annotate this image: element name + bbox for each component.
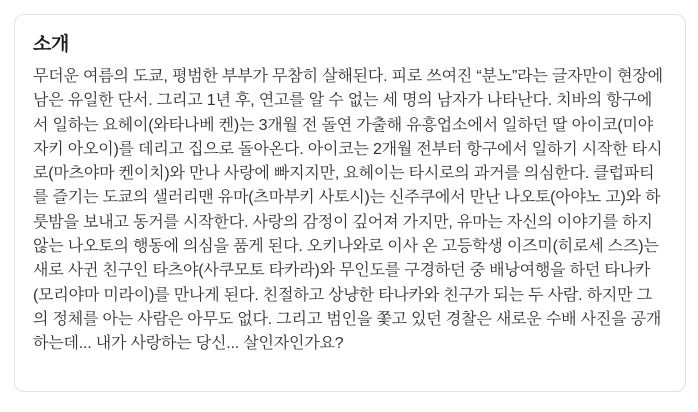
synopsis-text: 무더운 여름의 도쿄, 평범한 부부가 무참히 살해된다. 피로 쓰여진 “분노”라는 글자만이 현장에 남은 유일한 단서. 그리고 1년 후, 연고를 알 수 없는 세 명의 남자가 나타난다. 치바의 항구에서 일하는 요헤이(와타나베 켄)는 3개월 전 돌연 가출해 유흥업소에서 일하던 딸 아이코(미야자키 아오이)를 데리고 집으로 돌아온다. 아이코는 2개월 전부터 항구에서 일하기 시작한 타시로(마츠야마 켄이치)와 만나 사랑에 빠지지만, 요헤이는 타시로의 과거를 의심한다. 클럽파티를 즐기는 도쿄의 샐러리맨 유마(츠마부키 사토시)는 신주쿠에서 만난 나오토(아야노 고)와 하룻밤을 보내고 동거를 시작한다. 사랑의 감정이 깊어져 가지만, 유마는 자신의 이야기를 하지 않는 나오토의 행동에 의심을 품게 된다. 오키나와로 이사 온 고등학생 이즈미(히로세 스즈)는 새로 사귄 친구인 타츠야(사쿠모토 타카라)와 무인도를 구경하던 중 배낭여행을 하던 타나카(모리야마 미라이)를 만나게 된다. 친절하고 상냥한 타나카와 친구가 되는 두 사람. 하지만 그의 정체를 아는 사람은 아무도 없다. 그리고 범인을 쫓고 있던 경찰은 새로운 수배 사진을 공개하는데... 내가 사랑하는 당신... 살인자인가요? xyxy=(33,68,663,353)
intro-card xyxy=(14,14,686,392)
section-title: 소개 xyxy=(33,34,70,55)
